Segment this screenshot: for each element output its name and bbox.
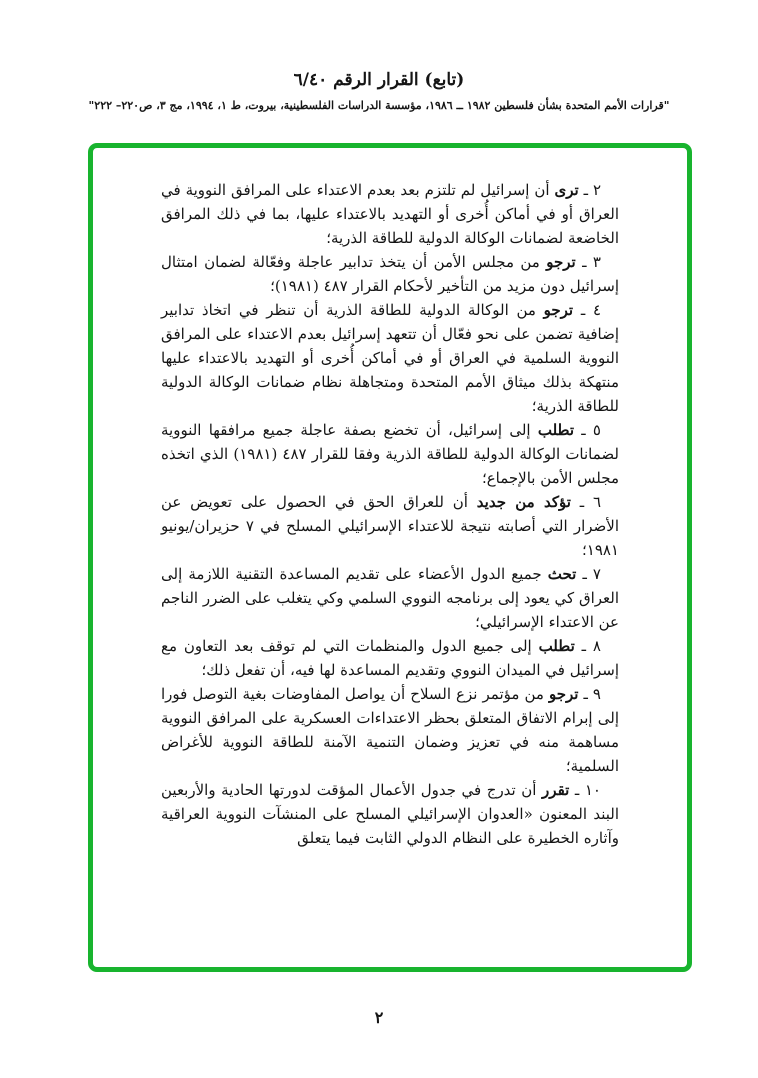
resolution-paragraph-8 — [161, 634, 619, 682]
paragraph-text: إلى إسرائيل، أن تخضع بصفة عاجلة جميع مرافقها النووية لضمانات الوكالة الدولية للطاقة الذرية وفقا للقرار ٤٨٧ (١٩٨١) الذي اتخذه مجلس الأمن بالإجماع؛ — [161, 421, 620, 487]
paragraph-lead-word: تطلب — [537, 421, 575, 439]
paragraph-number: ٨ ـ — [581, 637, 601, 655]
paragraph-text: من مؤتمر نزع السلاح أن يواصل المفاوضات بغية التوصل فورا إلى إبرام الاتفاق المتعلق بحظر الاعتداءات العسكرية على المرافق النووية مساهمة منه في تعزيز وضمان التنمية الآمنة للطاقة النووية للأغراض السلمية؛ — [161, 685, 619, 775]
paragraph-lead-word: ترجو — [548, 685, 579, 703]
paragraph-text: جميع الدول الأعضاء على تقديم المساعدة التقنية اللازمة إلى العراق كي يعود إلى برنامجه النووي السلمي وكي يتغلب على الضرر الناجم عن الاعتداء الإسرائيلي؛ — [161, 565, 619, 631]
paragraph-lead-word: تطلب — [538, 637, 575, 655]
paragraph-number: ٣ ـ — [582, 253, 601, 271]
paragraph-number: ٧ ـ — [582, 565, 601, 583]
paragraph-number: ٩ ـ — [583, 685, 601, 703]
resolution-paragraph-3 — [161, 250, 619, 298]
resolution-body — [161, 178, 619, 850]
green-highlight-frame — [88, 143, 692, 972]
paragraph-text: أن تدرج في جدول الأعمال المؤقت لدورتها الحادية والأربعين البند المعنون «العدوان الإسرائيلي المسلح على المنشآت النووية العراقية وآثاره الخطيرة على النظام الدولي الثابت فيما يتعلق — [161, 781, 619, 847]
paragraph-number: ٦ ـ — [579, 493, 602, 511]
paragraph-number: ٥ ـ — [581, 421, 601, 439]
paragraph-lead-word: ترجو — [546, 253, 576, 271]
document-header — [0, 70, 758, 112]
paragraph-lead-word: ترى — [554, 181, 579, 199]
paragraph-text: من مجلس الأمن أن يتخذ تدابير عاجلة وفعّالة لضمان امتثال إسرائيل دون مزيد من التأخير لأحكام القرار ٤٨٧ (١٩٨١)؛ — [161, 253, 619, 295]
page-number: ٢ — [374, 1008, 384, 1027]
resolution-paragraph-4 — [161, 298, 619, 418]
resolution-paragraph-5 — [161, 418, 619, 490]
paragraph-lead-word: ترجو — [543, 301, 574, 319]
paragraph-text: أن للعراق الحق في الحصول على تعويض عن الأضرار التي أصابته نتيجة للاعتداء الإسرائيلي المسلح في ٧ حزيران/يونيو ١٩٨١؛ — [161, 493, 619, 559]
resolution-paragraph-9 — [161, 682, 619, 778]
paragraph-text: من الوكالة الدولية للطاقة الذرية أن تنظر في اتخاذ تدابير إضافية تضمن على نحو فعّال أن تتعهد إسرائيل بعدم الاعتداء على المرافق النووية السلمية في العراق أو في أماكن أُخرى أو التهديد بالاعتداء عليها منتهكة بذلك ميثاق الأمم المتحدة ومتجاهلة نظام ضمانات الوكالة الدولية للطاقة الذرية؛ — [161, 301, 619, 415]
paragraph-number: ٤ ـ — [580, 301, 601, 319]
paragraph-number: ٢ ـ — [583, 181, 601, 199]
page-footer — [0, 1008, 758, 1027]
resolution-paragraph-10 — [161, 778, 619, 850]
source-citation: "قرارات الأمم المتحدة بشأن فلسطين ١٩٨٢ ــ ١٩٨٦، مؤسسة الدراسات الفلسطينية، بيروت، ط ١، ١٩٩٤، مج ٣، ص٢٢٠– ٢٢٢" — [88, 99, 670, 112]
resolution-title: (تابع) القرار الرقم ٦/٤٠ — [293, 70, 465, 90]
paragraph-number: ١٠ ـ — [574, 781, 601, 799]
paragraph-lead-word: تحث — [547, 565, 577, 583]
paragraph-lead-word: تقرر — [542, 781, 570, 799]
paragraph-lead-word: تؤكد من جديد — [476, 493, 571, 511]
paragraph-text: أن إسرائيل لم تلتزم بعد بعدم الاعتداء على المرافق النووية في العراق أو في أماكن أُخرى أو التهديد بالاعتداء عليها، بما في ذلك المرافق الخاضعة لضمانات الوكالة الدولية للطاقة الذرية؛ — [161, 181, 619, 247]
resolution-paragraph-7 — [161, 562, 619, 634]
paragraph-text: إلى جميع الدول والمنظمات التي لم توقف بعد التعاون مع إسرائيل في الميدان النووي وتقديم المساعدة لها فيه، أن تفعل ذلك؛ — [161, 637, 619, 679]
resolution-paragraph-6 — [161, 490, 619, 562]
resolution-paragraph-2 — [161, 178, 619, 250]
